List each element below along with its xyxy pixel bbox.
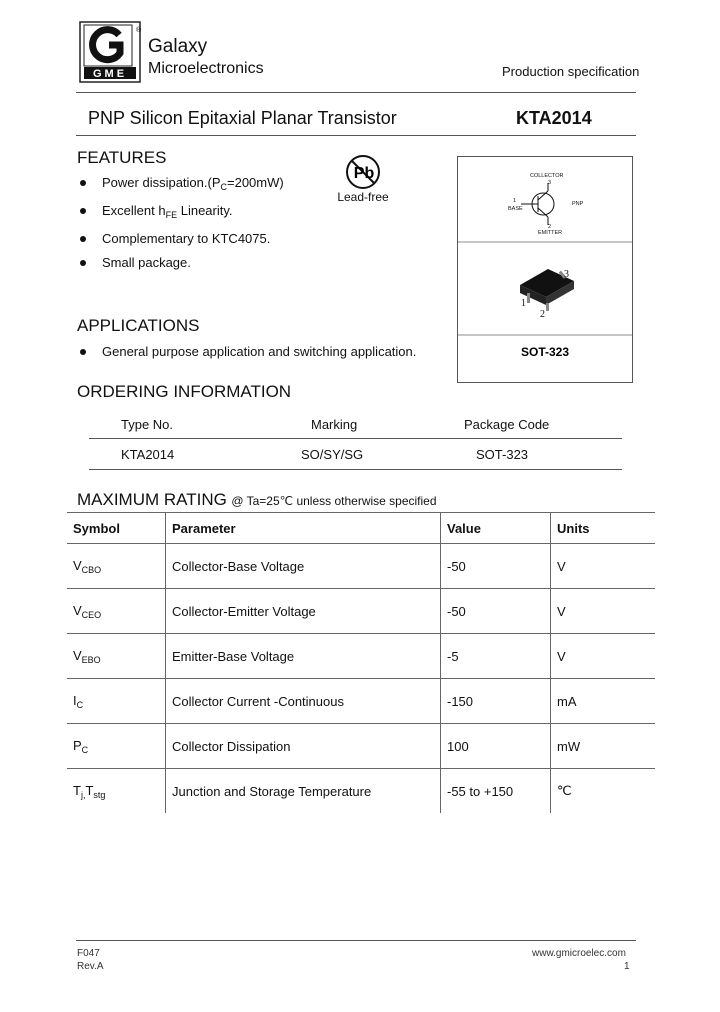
company-logo bbox=[79, 21, 141, 83]
pnp-label: PNP bbox=[572, 201, 584, 207]
feature-item: Small package. bbox=[80, 251, 284, 275]
col-units: Units bbox=[551, 513, 656, 544]
value-cell: -50 bbox=[441, 544, 551, 589]
ordering-rule-bottom bbox=[89, 469, 622, 470]
ordering-col-type: Type No. bbox=[121, 417, 174, 432]
value-cell: 100 bbox=[441, 724, 551, 769]
svg-text:2: 2 bbox=[548, 224, 552, 230]
feature-item: Excellent $h_{FE}$ Linearity. bbox=[80, 199, 284, 227]
parameter-cell: Collector-Base Voltage bbox=[166, 544, 441, 589]
footer-code: F047 bbox=[77, 948, 100, 959]
company-line2: Microelectronics bbox=[148, 60, 264, 77]
unit-cell: V bbox=[551, 544, 656, 589]
pin3-label: 3 bbox=[564, 269, 569, 280]
table-header-row bbox=[67, 513, 655, 544]
ordering-col-package: Package Code bbox=[464, 417, 550, 432]
symbol-cell: $T_{j,}T_{stg}$ bbox=[73, 782, 106, 800]
value-cell: -50 bbox=[441, 589, 551, 634]
parameter-cell: Collector Dissipation bbox=[166, 724, 441, 769]
symbol-cell: $V_{EBO}$ bbox=[67, 634, 166, 679]
footer-rev: Rev.A bbox=[77, 961, 104, 972]
title-rule bbox=[76, 135, 636, 136]
symbol-cell: $I_C$ bbox=[67, 679, 166, 724]
application-item: General purpose application and switching application. bbox=[80, 340, 416, 364]
package-diagram-box bbox=[457, 156, 633, 383]
header-rule bbox=[76, 92, 636, 93]
pin2-label: 2 bbox=[540, 309, 545, 320]
lead-free-mark bbox=[335, 153, 391, 204]
unit-cell: V bbox=[551, 589, 656, 634]
table-row bbox=[67, 679, 655, 724]
max-rating-heading: MAXIMUM RATING bbox=[77, 490, 227, 509]
symbol-cell: $V_{CBO}$ bbox=[67, 544, 166, 589]
applications-list bbox=[80, 340, 416, 364]
company-name bbox=[148, 36, 264, 80]
table-row bbox=[67, 769, 655, 814]
transistor-symbol bbox=[521, 183, 554, 225]
pin1-label: 1 bbox=[521, 298, 526, 309]
ordering-package-cell: SOT-323 bbox=[476, 447, 529, 462]
parameter-cell: Junction and Storage Temperature bbox=[166, 769, 441, 814]
package-name: SOT-323 bbox=[520, 345, 570, 359]
collector-label: COLLECTOR bbox=[530, 173, 564, 179]
page-number: 1 bbox=[624, 961, 630, 972]
base-label: BASE bbox=[508, 206, 523, 212]
unit-cell: mA bbox=[551, 679, 656, 724]
symbol-cell: $P_C$ bbox=[67, 724, 166, 769]
value-cell: -55 to +150 bbox=[441, 769, 551, 814]
symbol-cell: $V_{CEO}$ bbox=[67, 589, 166, 634]
logo-sub-text: GME bbox=[92, 68, 128, 80]
lead-free-label: Lead-free bbox=[337, 190, 389, 204]
features-list bbox=[80, 171, 284, 275]
feature-item: Power $dissipation.(P_C=200mW)$ bbox=[80, 171, 284, 199]
table-row bbox=[67, 544, 655, 589]
svg-text:1: 1 bbox=[513, 198, 517, 204]
unit-cell: mW bbox=[551, 724, 656, 769]
emitter-label: EMITTER bbox=[538, 230, 563, 236]
value-cell: -150 bbox=[441, 679, 551, 724]
max-rating-table bbox=[67, 512, 655, 813]
lead-free-icon bbox=[343, 153, 383, 191]
table-row bbox=[67, 589, 655, 634]
ordering-marking-cell: SO/SY/SG bbox=[301, 447, 364, 462]
ordering-col-marking: Marking bbox=[311, 417, 358, 432]
unit-cell: ℃ bbox=[551, 769, 656, 814]
col-symbol: Symbol bbox=[67, 513, 166, 544]
applications-heading: APPLICATIONS bbox=[77, 316, 200, 335]
doc-title: PNP Silicon Epitaxial Planar Transistor bbox=[88, 108, 397, 128]
registered-mark: ® bbox=[136, 27, 141, 34]
company-line1: Galaxy bbox=[148, 36, 208, 57]
features-heading: FEATURES bbox=[77, 148, 167, 167]
svg-text:3: 3 bbox=[548, 180, 552, 186]
feature-item: Complementary to KTC4075. bbox=[80, 227, 284, 251]
part-number: KTA2014 bbox=[516, 108, 592, 128]
svg-text:Pb: Pb bbox=[353, 165, 375, 182]
spec-type: Production specification bbox=[502, 64, 640, 79]
max-rating-title bbox=[77, 490, 437, 510]
ordering-heading: ORDERING INFORMATION bbox=[77, 382, 292, 401]
col-parameter: Parameter bbox=[166, 513, 441, 544]
table-row bbox=[67, 724, 655, 769]
ordering-rule-top bbox=[89, 438, 622, 439]
parameter-cell: Collector Current -Continuous bbox=[166, 679, 441, 724]
max-rating-condition: @ Ta=25℃ unless otherwise specified bbox=[231, 494, 437, 508]
unit-cell: V bbox=[551, 634, 656, 679]
parameter-cell: Collector-Emitter Voltage bbox=[166, 589, 441, 634]
footer-rule bbox=[76, 940, 636, 941]
parameter-cell: Emitter-Base Voltage bbox=[166, 634, 441, 679]
footer-url[interactable]: www.gmicroelec.com bbox=[532, 948, 626, 959]
ordering-type-cell: KTA2014 bbox=[121, 447, 175, 462]
value-cell: -5 bbox=[441, 634, 551, 679]
col-value: Value bbox=[441, 513, 551, 544]
table-row bbox=[67, 634, 655, 679]
